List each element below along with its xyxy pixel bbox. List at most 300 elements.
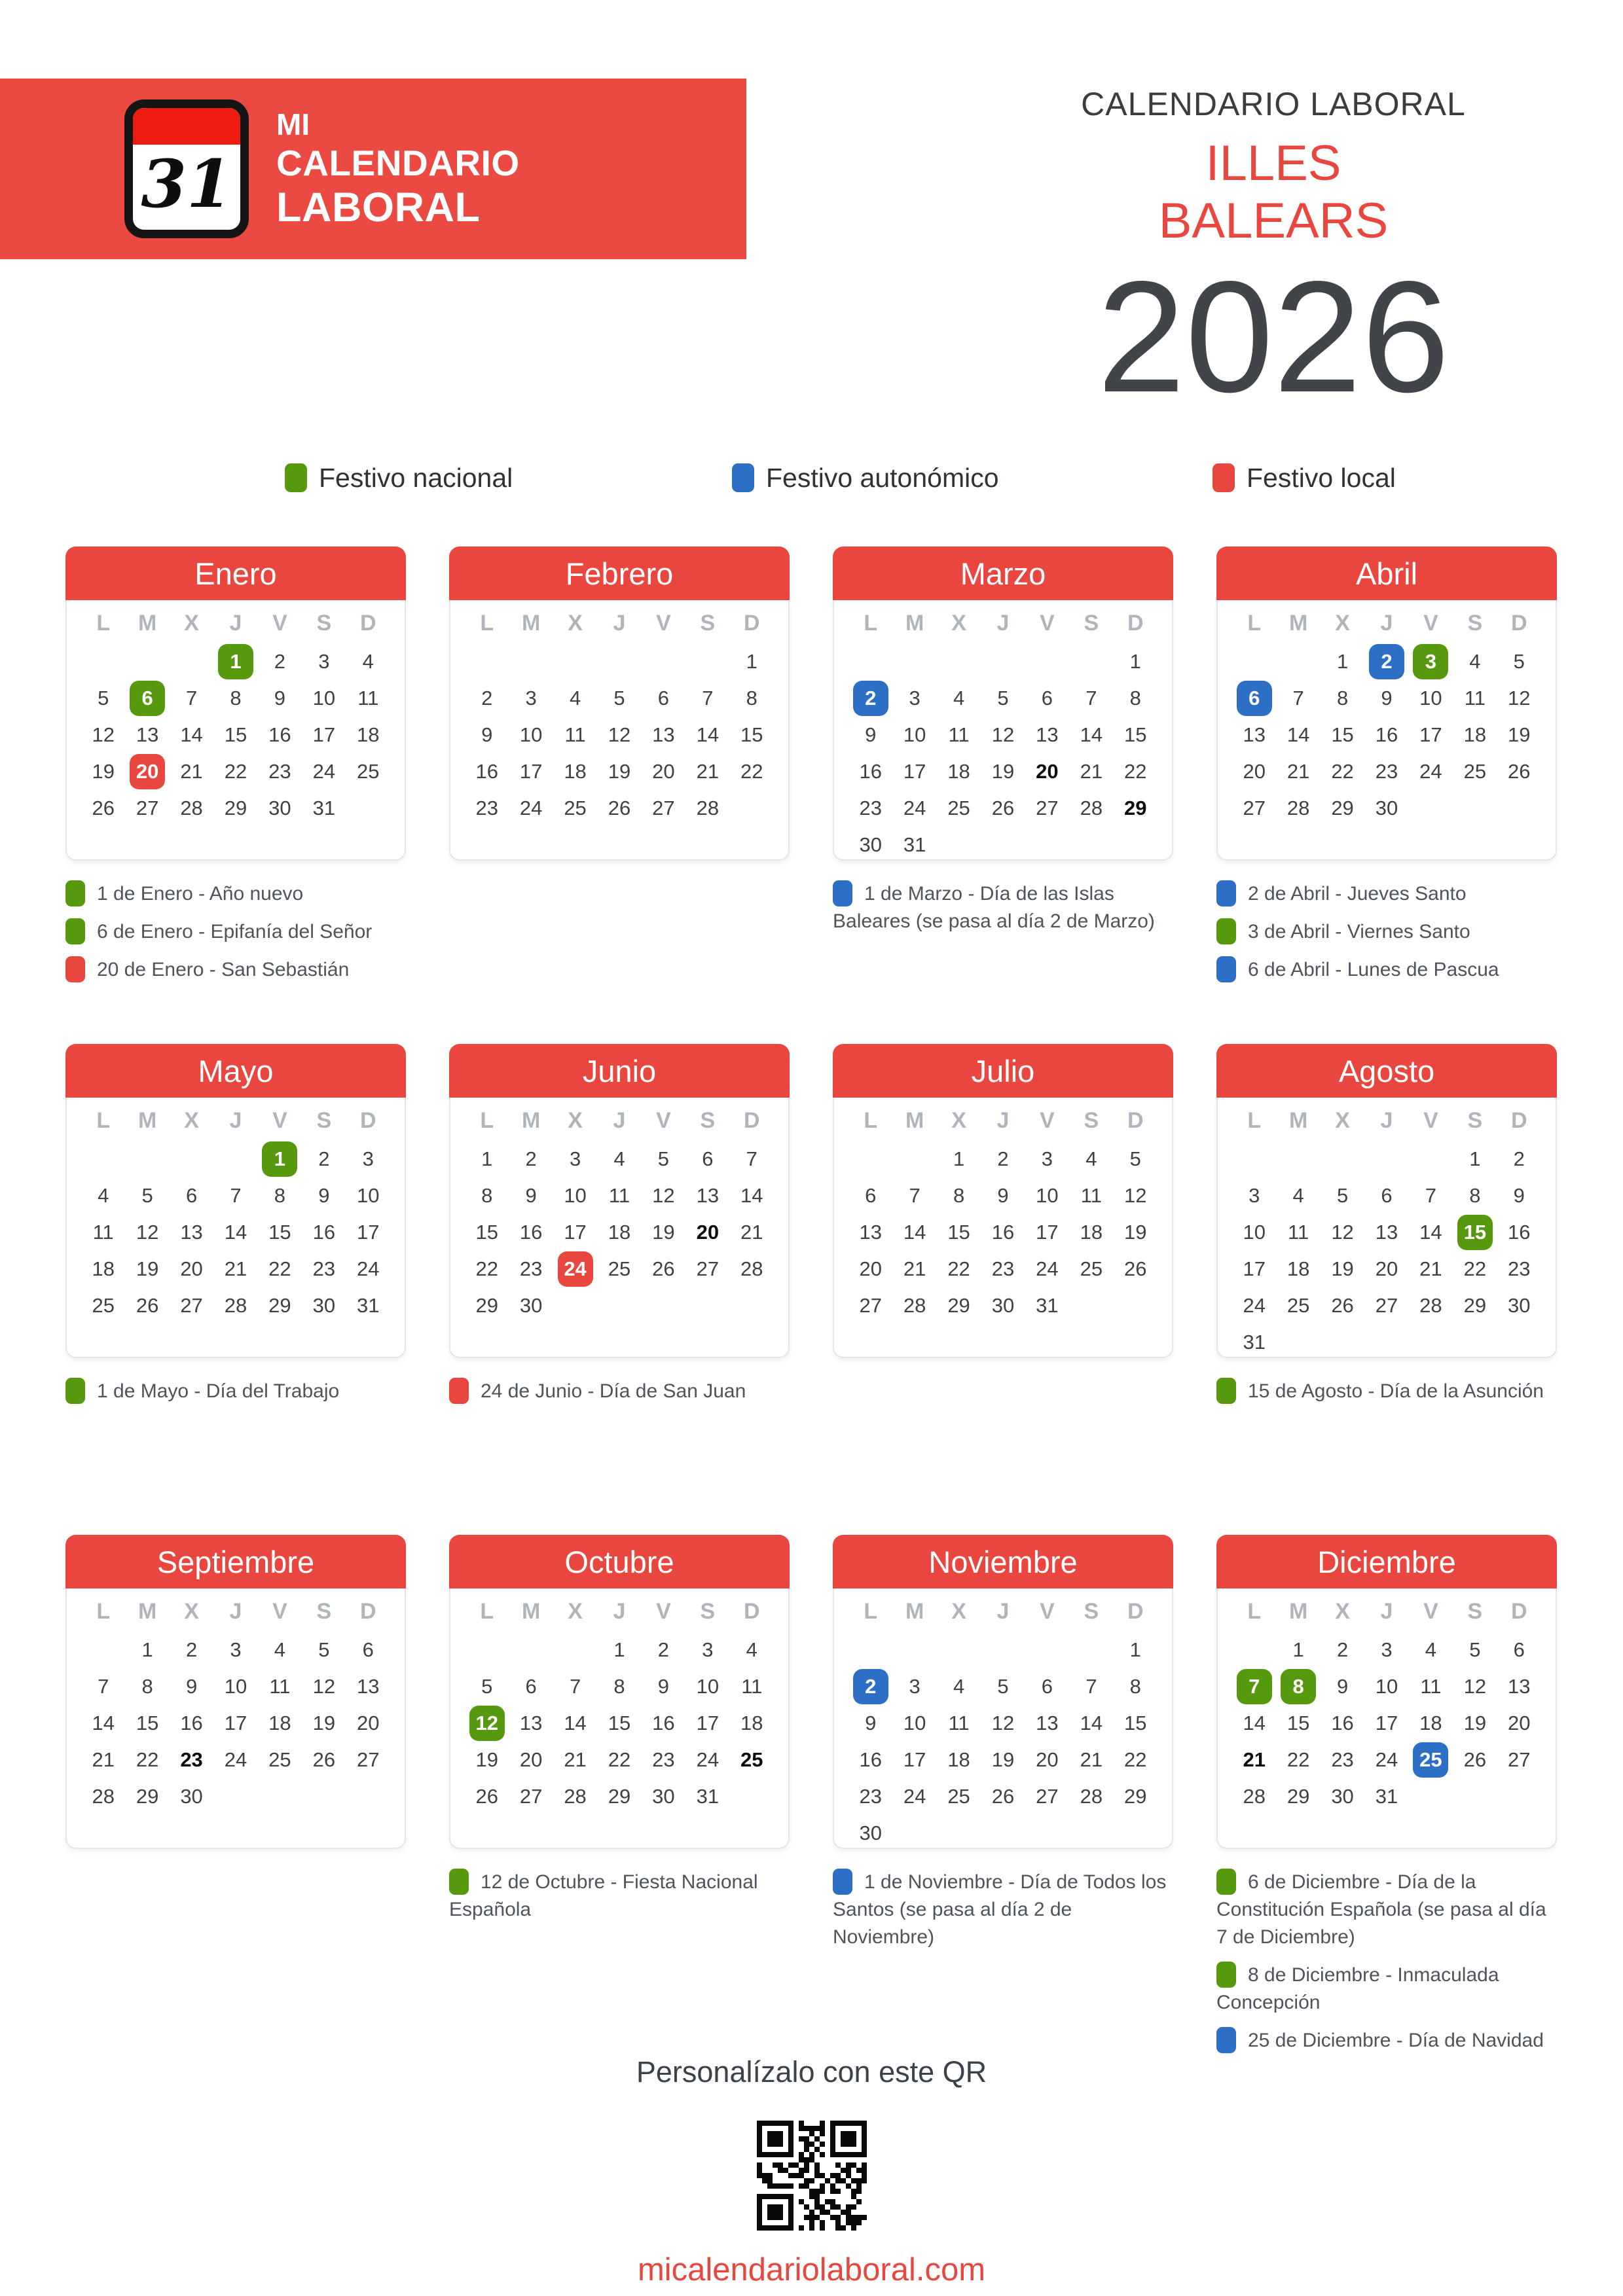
month-title: Marzo xyxy=(833,547,1173,600)
holiday-note-bullet xyxy=(65,956,85,982)
date-cell: 23 xyxy=(1375,760,1398,783)
date-cell xyxy=(1369,644,1404,679)
date-cell: 23 xyxy=(1331,1748,1354,1771)
date-cell: 14 xyxy=(1080,723,1103,746)
date-cell: 27 xyxy=(1036,797,1059,819)
date-cell: 26 xyxy=(1508,760,1531,783)
weekday-label: J xyxy=(229,1598,242,1624)
date-cell: 8 xyxy=(1129,687,1141,709)
weekday-label: L xyxy=(1247,610,1262,636)
date-cell: 5 xyxy=(98,687,109,709)
date-cell: 30 xyxy=(180,1785,203,1808)
date-cell: 22 xyxy=(608,1748,631,1771)
weekday-label: D xyxy=(1511,1598,1527,1624)
date-cell: 24 xyxy=(519,797,543,819)
date-cell: 9 xyxy=(1336,1675,1349,1698)
weekday-label: L xyxy=(480,1598,494,1624)
weekday-label: M xyxy=(137,610,157,636)
date-cell: 11 xyxy=(948,1712,970,1734)
date-cell: 18 xyxy=(564,760,587,783)
month-notes xyxy=(65,1378,406,1405)
date-cell: 3 xyxy=(318,650,330,673)
date-cell: 30 xyxy=(1331,1785,1354,1808)
region-line-1: ILLES xyxy=(1205,135,1341,191)
date-cell: 29 xyxy=(608,1785,631,1808)
date-cell: 7 xyxy=(230,1184,242,1207)
date-cell: 22 xyxy=(947,1257,970,1280)
year-title: 2026 xyxy=(1097,249,1450,425)
date-cell: 20 xyxy=(180,1257,203,1280)
month-notes xyxy=(1216,880,1557,984)
weekday-label: S xyxy=(1467,1107,1483,1133)
date-cell: 18 xyxy=(92,1257,115,1280)
date-cell: 21 xyxy=(1419,1257,1442,1280)
month-noviembre xyxy=(833,1535,1173,1962)
date-cell: 8 xyxy=(481,1184,493,1207)
date-cell: 1 xyxy=(1292,1638,1304,1661)
weekday-label: D xyxy=(1511,610,1527,636)
date-cell: 28 xyxy=(1419,1294,1442,1317)
weekday-label: V xyxy=(1040,1107,1055,1133)
date-cell xyxy=(1457,1215,1493,1250)
date-cell: 15 xyxy=(1286,1712,1310,1734)
month-notes xyxy=(1216,1378,1557,1405)
date-cell xyxy=(558,1251,593,1287)
date-cell: 17 xyxy=(1243,1257,1266,1280)
date-cell: 23 xyxy=(859,1785,882,1808)
holiday-note-bullet xyxy=(1216,956,1236,982)
weekday-label: X xyxy=(1335,1598,1350,1624)
weekday-label: M xyxy=(137,1598,157,1624)
weekday-label: S xyxy=(700,610,716,636)
weekday-label: J xyxy=(613,610,626,636)
holiday-note xyxy=(1216,918,1557,946)
date-cell: 5 xyxy=(1129,1147,1141,1170)
date-cell: 8 xyxy=(1336,687,1349,709)
date-cell: 15 xyxy=(1124,723,1147,746)
date-cell: 2 xyxy=(481,687,493,709)
date-cell: 20 xyxy=(357,1712,380,1734)
month-title: Octubre xyxy=(449,1535,790,1588)
date-cell: 6 xyxy=(1041,687,1053,709)
holiday-note xyxy=(1216,956,1557,984)
date-cell: 19 xyxy=(312,1712,336,1734)
date-cell: 28 xyxy=(564,1785,587,1808)
month-grid xyxy=(65,1588,406,1849)
date-cell: 30 xyxy=(1375,797,1398,819)
weekday-label: L xyxy=(1247,1598,1262,1624)
date-cell: 21 xyxy=(224,1257,247,1280)
date-cell: 20 xyxy=(519,1748,543,1771)
weekday-label: V xyxy=(1423,1107,1438,1133)
date-cell: 31 xyxy=(696,1785,720,1808)
date-cell: 22 xyxy=(1463,1257,1487,1280)
date-cell: 4 xyxy=(98,1184,109,1207)
weekday-label: L xyxy=(96,610,111,636)
date-cell xyxy=(1413,1742,1448,1778)
date-cell: 10 xyxy=(903,723,926,746)
holiday-note-bullet xyxy=(1216,1378,1236,1404)
month-abril xyxy=(1216,547,1557,994)
date-cell: 22 xyxy=(740,760,763,783)
date-cell: 19 xyxy=(136,1257,159,1280)
date-cell: 29 xyxy=(268,1294,291,1317)
weekday-label: M xyxy=(521,1107,541,1133)
weekday-label: V xyxy=(656,1598,671,1624)
date-cell: 4 xyxy=(613,1147,625,1170)
date-cell: 30 xyxy=(519,1294,543,1317)
date-cell: 3 xyxy=(1041,1147,1053,1170)
weekday-label: V xyxy=(656,1107,671,1133)
date-cell: 9 xyxy=(481,723,493,746)
holiday-note-bullet xyxy=(833,1869,852,1895)
date-cell: 28 xyxy=(180,797,203,819)
weekday-label: L xyxy=(480,1107,494,1133)
holiday-note-text: 8 de Diciembre - Inmaculada Concepción xyxy=(1216,1964,1499,2013)
date-cell: 6 xyxy=(702,1147,714,1170)
legend-swatch-national xyxy=(285,463,307,492)
weekday-label: V xyxy=(1423,610,1438,636)
weekday-label: S xyxy=(1084,1598,1099,1624)
date-cell: 16 xyxy=(475,760,498,783)
date-cell: 15 xyxy=(740,723,763,746)
weekday-label: V xyxy=(272,1598,287,1624)
date-cell: 31 xyxy=(1243,1331,1266,1354)
date-cell: 13 xyxy=(519,1712,543,1734)
holiday-note-text: 6 de Abril - Lunes de Pascua xyxy=(1248,959,1499,980)
date-cell: 3 xyxy=(525,687,537,709)
date-cell: 26 xyxy=(92,797,115,819)
weekday-label: S xyxy=(1467,1598,1483,1624)
calendar-icon-day: 31 xyxy=(141,145,232,223)
holiday-note xyxy=(833,1869,1173,1951)
date-cell: 20 xyxy=(1036,760,1059,783)
holiday-note-bullet xyxy=(65,918,85,944)
month-grid xyxy=(65,600,406,861)
weekday-label: S xyxy=(316,1598,332,1624)
date-cell: 2 xyxy=(525,1147,537,1170)
date-cell: 13 xyxy=(1243,723,1266,746)
date-cell xyxy=(853,681,888,716)
website-url: micalendariolaboral.com xyxy=(637,2252,986,2287)
date-cell: 3 xyxy=(230,1638,242,1661)
date-cell: 12 xyxy=(1331,1221,1354,1244)
holiday-note-bullet xyxy=(1216,880,1236,906)
date-cell: 25 xyxy=(1286,1294,1310,1317)
holiday-note-text: 2 de Abril - Jueves Santo xyxy=(1248,883,1467,905)
date-cell: 23 xyxy=(475,797,498,819)
date-cell: 7 xyxy=(569,1675,581,1698)
date-cell: 27 xyxy=(180,1294,203,1317)
date-cell: 15 xyxy=(475,1221,498,1244)
date-cell: 19 xyxy=(1463,1712,1487,1734)
date-cell: 18 xyxy=(1463,723,1487,746)
date-cell: 14 xyxy=(696,723,720,746)
calendar-31-icon xyxy=(124,99,249,238)
holiday-badge: 12 xyxy=(469,1706,505,1741)
weekday-label: V xyxy=(1040,1598,1055,1624)
date-cell: 23 xyxy=(859,797,882,819)
weekday-label: D xyxy=(1511,1107,1527,1133)
date-cell: 26 xyxy=(991,797,1015,819)
month-grid xyxy=(833,1588,1173,1849)
month-julio xyxy=(833,1044,1173,1358)
holiday-badge: 1 xyxy=(262,1141,297,1177)
date-cell: 11 xyxy=(1464,687,1486,709)
date-cell xyxy=(1237,1669,1272,1704)
date-cell: 25 xyxy=(740,1748,763,1771)
date-cell: 16 xyxy=(312,1221,336,1244)
legend-swatch-autonomic xyxy=(732,463,754,492)
holiday-badge: 24 xyxy=(558,1251,593,1287)
date-cell: 11 xyxy=(92,1221,114,1244)
date-cell: 10 xyxy=(224,1675,247,1698)
date-cell: 27 xyxy=(1243,797,1266,819)
date-cell: 12 xyxy=(608,723,631,746)
date-cell: 11 xyxy=(269,1675,291,1698)
date-cell: 13 xyxy=(696,1184,720,1207)
holiday-note-bullet xyxy=(833,880,852,906)
date-cell: 26 xyxy=(991,1785,1015,1808)
calendar-icon-red-band xyxy=(133,108,240,145)
date-cell: 24 xyxy=(1419,760,1442,783)
date-cell: 11 xyxy=(1288,1221,1309,1244)
date-cell xyxy=(262,1141,297,1177)
holiday-badge: 3 xyxy=(1413,644,1448,679)
weekday-label: X xyxy=(951,610,966,636)
date-cell: 22 xyxy=(224,760,247,783)
holiday-note-text: 20 de Enero - San Sebastián xyxy=(97,959,350,980)
holiday-note-bullet xyxy=(449,1869,469,1895)
date-cell: 22 xyxy=(268,1257,291,1280)
date-cell: 1 xyxy=(1336,650,1349,673)
date-cell: 21 xyxy=(696,760,720,783)
date-cell: 29 xyxy=(136,1785,159,1808)
holiday-note-bullet xyxy=(65,880,85,906)
holiday-note-bullet xyxy=(1216,1869,1236,1895)
date-cell: 21 xyxy=(564,1748,587,1771)
date-cell: 6 xyxy=(1041,1675,1053,1698)
date-cell: 30 xyxy=(859,1821,882,1844)
date-cell: 26 xyxy=(608,797,631,819)
date-cell: 27 xyxy=(357,1748,380,1771)
date-cell: 2 xyxy=(1336,1638,1349,1661)
weekday-label: M xyxy=(905,1598,924,1624)
date-cell: 17 xyxy=(564,1221,587,1244)
month-notes xyxy=(65,880,406,984)
date-cell: 20 xyxy=(1508,1712,1531,1734)
legend-swatch-local xyxy=(1213,463,1235,492)
weekday-label: L xyxy=(1247,1107,1262,1133)
weekday-label: M xyxy=(1288,1598,1308,1624)
weekday-label: D xyxy=(1127,610,1144,636)
month-grid xyxy=(1216,600,1557,861)
weekday-label: M xyxy=(521,1598,541,1624)
date-cell: 24 xyxy=(903,1785,926,1808)
date-cell: 24 xyxy=(1036,1257,1059,1280)
date-cell: 2 xyxy=(274,650,286,673)
qr-caption: Personalízalo con este QR xyxy=(636,2055,987,2089)
date-cell: 26 xyxy=(1331,1294,1354,1317)
date-cell: 29 xyxy=(224,797,247,819)
month-title: Mayo xyxy=(65,1044,406,1098)
month-grid xyxy=(833,1098,1173,1358)
weekday-label: J xyxy=(996,610,1010,636)
month-enero xyxy=(65,547,406,994)
month-notes xyxy=(833,880,1173,935)
date-cell: 16 xyxy=(268,723,291,746)
holiday-badge: 2 xyxy=(1369,644,1404,679)
holiday-badge: 25 xyxy=(1413,1742,1448,1778)
weekday-label: M xyxy=(905,610,924,636)
date-cell: 29 xyxy=(1463,1294,1487,1317)
holiday-badge: 2 xyxy=(853,1669,888,1704)
legend-label: Festivo autonómico xyxy=(766,462,999,493)
date-cell: 5 xyxy=(997,1675,1009,1698)
date-cell: 24 xyxy=(1375,1748,1398,1771)
date-cell: 19 xyxy=(608,760,631,783)
weekday-label: X xyxy=(184,610,199,636)
holiday-badge: 6 xyxy=(130,681,165,716)
date-cell: 19 xyxy=(1508,723,1531,746)
date-cell: 11 xyxy=(1080,1184,1102,1207)
date-cell: 9 xyxy=(274,687,286,709)
weekday-label: J xyxy=(1380,610,1393,636)
holiday-note xyxy=(449,1869,790,1924)
weekday-label: D xyxy=(1127,1598,1144,1624)
weekday-label: D xyxy=(1127,1107,1144,1133)
date-cell: 28 xyxy=(696,797,720,819)
date-cell xyxy=(1413,644,1448,679)
holiday-note-bullet xyxy=(1216,1962,1236,1988)
holiday-badge: 6 xyxy=(1237,681,1272,716)
date-cell: 5 xyxy=(1469,1638,1481,1661)
date-cell: 20 xyxy=(696,1221,720,1244)
date-cell: 23 xyxy=(268,760,291,783)
date-cell: 20 xyxy=(1375,1257,1398,1280)
weekday-label: J xyxy=(613,1598,626,1624)
date-cell: 25 xyxy=(947,797,970,819)
date-cell: 12 xyxy=(1508,687,1531,709)
weekday-label: S xyxy=(1467,610,1483,636)
date-cell: 25 xyxy=(947,1785,970,1808)
date-cell: 17 xyxy=(696,1712,720,1734)
date-cell: 4 xyxy=(953,1675,965,1698)
date-cell: 24 xyxy=(696,1748,720,1771)
date-cell: 9 xyxy=(865,723,877,746)
date-cell: 13 xyxy=(859,1221,882,1244)
date-cell: 1 xyxy=(953,1147,965,1170)
date-cell xyxy=(130,681,165,716)
date-cell: 27 xyxy=(136,797,159,819)
date-cell: 12 xyxy=(136,1221,159,1244)
date-cell: 17 xyxy=(1375,1712,1398,1734)
date-cell: 18 xyxy=(268,1712,291,1734)
date-cell: 3 xyxy=(569,1147,581,1170)
date-cell: 25 xyxy=(608,1257,631,1280)
date-cell: 25 xyxy=(92,1294,115,1317)
date-cell: 18 xyxy=(947,1748,970,1771)
weekday-label: X xyxy=(951,1598,966,1624)
month-notes xyxy=(449,1378,790,1405)
weekday-label: X xyxy=(951,1107,966,1133)
date-cell: 20 xyxy=(1243,760,1266,783)
holiday-note-text: 25 de Diciembre - Día de Navidad xyxy=(1248,2030,1544,2051)
date-cell: 9 xyxy=(865,1712,877,1734)
holiday-badge: 1 xyxy=(218,644,253,679)
weekday-label: X xyxy=(568,610,583,636)
date-cell: 28 xyxy=(1286,797,1310,819)
date-cell: 17 xyxy=(357,1221,380,1244)
holiday-note-text: 24 de Junio - Día de San Juan xyxy=(481,1380,746,1402)
date-cell: 11 xyxy=(564,723,586,746)
date-cell: 1 xyxy=(613,1638,625,1661)
date-cell: 27 xyxy=(859,1294,882,1317)
date-cell: 8 xyxy=(746,687,757,709)
date-cell: 7 xyxy=(909,1184,921,1207)
date-cell: 31 xyxy=(1036,1294,1059,1317)
date-cell: 24 xyxy=(1243,1294,1266,1317)
date-cell: 8 xyxy=(1129,1675,1141,1698)
date-cell: 5 xyxy=(613,687,625,709)
weekday-label: D xyxy=(744,1598,760,1624)
date-cell: 30 xyxy=(859,833,882,856)
month-title: Junio xyxy=(449,1044,790,1098)
weekday-label: D xyxy=(360,1598,376,1624)
holiday-note xyxy=(1216,1962,1557,2017)
weekday-label: M xyxy=(1288,1107,1308,1133)
month-notes xyxy=(449,1869,790,1924)
weekday-label: M xyxy=(521,610,541,636)
legend-item-autonomic xyxy=(732,462,999,493)
date-cell: 18 xyxy=(608,1221,631,1244)
date-cell: 10 xyxy=(519,723,543,746)
month-febrero xyxy=(449,547,790,861)
date-cell: 11 xyxy=(948,723,970,746)
date-cell: 19 xyxy=(1331,1257,1354,1280)
date-cell: 20 xyxy=(859,1257,882,1280)
date-cell: 3 xyxy=(362,1147,374,1170)
holiday-note-text: 1 de Mayo - Día del Trabajo xyxy=(97,1380,340,1402)
weekday-label: L xyxy=(864,1107,878,1133)
weekday-label: L xyxy=(96,1107,111,1133)
region-name xyxy=(985,135,1561,250)
weekday-label: L xyxy=(864,610,878,636)
month-grid xyxy=(1216,1098,1557,1358)
date-cell: 27 xyxy=(1375,1294,1398,1317)
date-cell: 26 xyxy=(475,1785,498,1808)
date-cell: 25 xyxy=(357,760,380,783)
date-cell: 24 xyxy=(903,797,926,819)
date-cell: 15 xyxy=(1124,1712,1147,1734)
date-cell: 10 xyxy=(1243,1221,1266,1244)
date-cell: 29 xyxy=(1124,1785,1147,1808)
date-cell: 22 xyxy=(1286,1748,1310,1771)
date-cell: 16 xyxy=(1331,1712,1354,1734)
date-cell: 8 xyxy=(274,1184,286,1207)
date-cell: 16 xyxy=(991,1221,1015,1244)
date-cell: 15 xyxy=(1331,723,1354,746)
date-cell: 7 xyxy=(1085,1675,1097,1698)
months-grid xyxy=(65,547,1558,2065)
date-cell: 23 xyxy=(519,1257,543,1280)
date-cell: 10 xyxy=(312,687,336,709)
date-cell: 25 xyxy=(1463,760,1487,783)
date-cell: 27 xyxy=(652,797,675,819)
holiday-note xyxy=(65,918,406,946)
date-cell: 17 xyxy=(1419,723,1442,746)
date-cell: 22 xyxy=(136,1748,159,1771)
